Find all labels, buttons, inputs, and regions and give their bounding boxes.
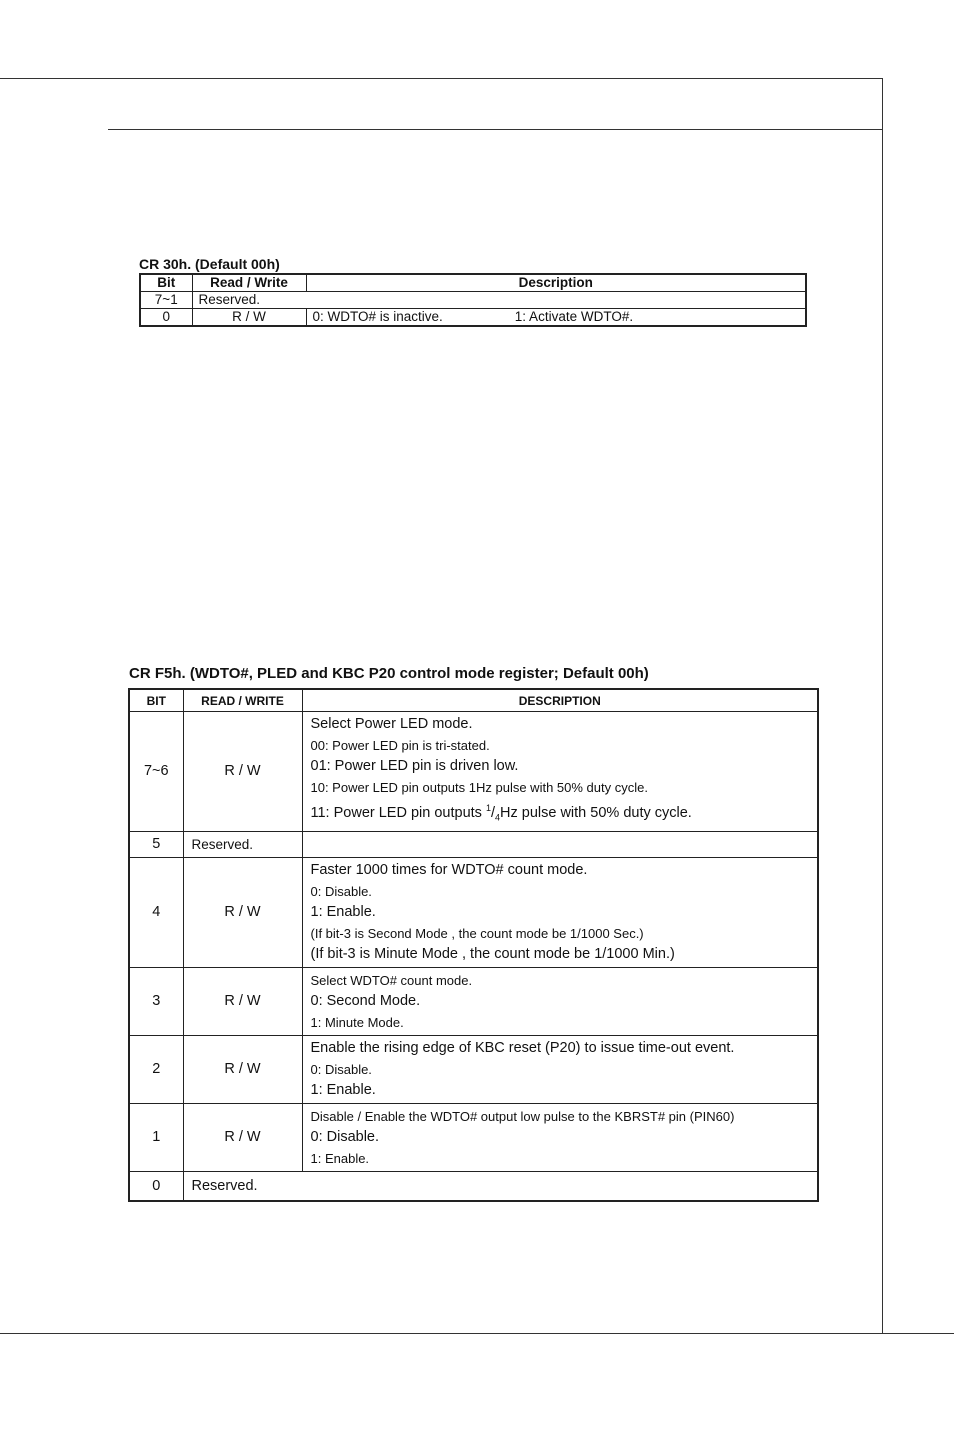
- bit-cell: 7~1: [140, 292, 192, 309]
- description-option-0: 0: WDTO# is inactive.: [312, 309, 443, 324]
- description-line: 1: Enable.: [310, 1150, 370, 1166]
- description-cell: [302, 967, 818, 1035]
- description-line: Disable / Enable the WDTO# output low pulse to the KBRST# pin (PIN60): [310, 1108, 735, 1124]
- crf5h-register-table: [128, 688, 819, 1202]
- description-line: 0: Disable.: [310, 1128, 380, 1145]
- bit-cell: 7~6: [129, 712, 183, 832]
- table-row: [129, 967, 818, 1035]
- description-cell: [302, 712, 818, 832]
- rw-cell: R / W: [183, 857, 302, 967]
- table-row: [129, 1171, 818, 1201]
- cr30h-register-table: [139, 273, 807, 327]
- description-line: 01: Power LED pin is driven low.: [310, 758, 519, 774]
- rw-cell: R / W: [183, 1035, 302, 1103]
- header-read-write: Read / Write: [192, 274, 306, 292]
- table-header-row: [129, 689, 818, 712]
- description-line: Faster 1000 times for WDTO# count mode.: [310, 861, 588, 878]
- table-header-row: [140, 274, 806, 292]
- table1-caption: CR 30h. (Default 00h): [139, 256, 280, 272]
- description-line: Enable the rising edge of KBC reset (P20) to issue time-out event.: [310, 1039, 735, 1056]
- reserved-cell: Reserved.: [183, 1171, 818, 1201]
- header-read-write: READ / WRITE: [183, 689, 302, 712]
- bit-cell: 1: [129, 1103, 183, 1171]
- description-line: 1: Enable.: [310, 903, 376, 920]
- table-row: [129, 712, 818, 832]
- reserved-cell: Reserved.: [192, 292, 806, 309]
- bottom-rule: [0, 1333, 954, 1334]
- description-line: 00: Power LED pin is tri-stated.: [310, 738, 490, 753]
- bit-cell: 0: [140, 309, 192, 327]
- right-margin-rule: [882, 78, 883, 1334]
- header-rule: [108, 129, 882, 130]
- description-line: Select WDTO# count mode.: [310, 972, 473, 988]
- table-row: [129, 857, 818, 967]
- table-row: [140, 309, 806, 327]
- description-cell: [302, 857, 818, 967]
- header-description: DESCRIPTION: [302, 689, 818, 712]
- bit-cell: 5: [129, 831, 183, 857]
- table-row: [129, 1103, 818, 1171]
- table-row: [140, 292, 806, 309]
- rw-cell: R / W: [183, 967, 302, 1035]
- table-row: [129, 1035, 818, 1103]
- rw-cell: R / W: [183, 1103, 302, 1171]
- rw-cell: R / W: [183, 712, 302, 832]
- description-line: Select Power LED mode.: [310, 716, 473, 732]
- header-description: Description: [306, 274, 806, 292]
- table2-caption: CR F5h. (WDTO#, PLED and KBC P20 control mode register; Default 00h): [129, 665, 649, 682]
- bit-cell: 0: [129, 1171, 183, 1201]
- description-cell: [302, 1035, 818, 1103]
- description-cell: [302, 1103, 818, 1171]
- description-cell: [306, 309, 806, 327]
- bit-cell: 4: [129, 857, 183, 967]
- top-rule: [0, 78, 882, 79]
- description-line: 0: Disable.: [310, 1061, 372, 1077]
- description-option-1: 1: Activate WDTO#.: [514, 309, 634, 324]
- description-line: 1: Minute Mode.: [310, 1014, 404, 1030]
- header-bit: BIT: [129, 689, 183, 712]
- description-cell: [302, 831, 818, 857]
- bit-cell: 2: [129, 1035, 183, 1103]
- bit-cell: 3: [129, 967, 183, 1035]
- description-line: 10: Power LED pin outputs 1Hz pulse with 50% duty cycle.: [310, 780, 648, 795]
- description-line: 11: Power LED pin outputs $^1/_4Hz$ pulse with 50% duty cycle.: [310, 803, 692, 823]
- table-row: [129, 831, 818, 857]
- description-line: 1: Enable.: [310, 1081, 376, 1098]
- reserved-cell: Reserved.: [183, 831, 302, 857]
- description-line: 0: Second Mode.: [310, 992, 421, 1009]
- rw-cell: R / W: [192, 309, 306, 327]
- description-line: (If bit-3 is Minute Mode , the count mode be 1/1000 Min.): [310, 945, 675, 962]
- description-line: (If bit-3 is Second Mode , the count mode be 1/1000 Sec.): [310, 925, 644, 941]
- description-line: 0: Disable.: [310, 883, 372, 899]
- header-bit: Bit: [140, 274, 192, 292]
